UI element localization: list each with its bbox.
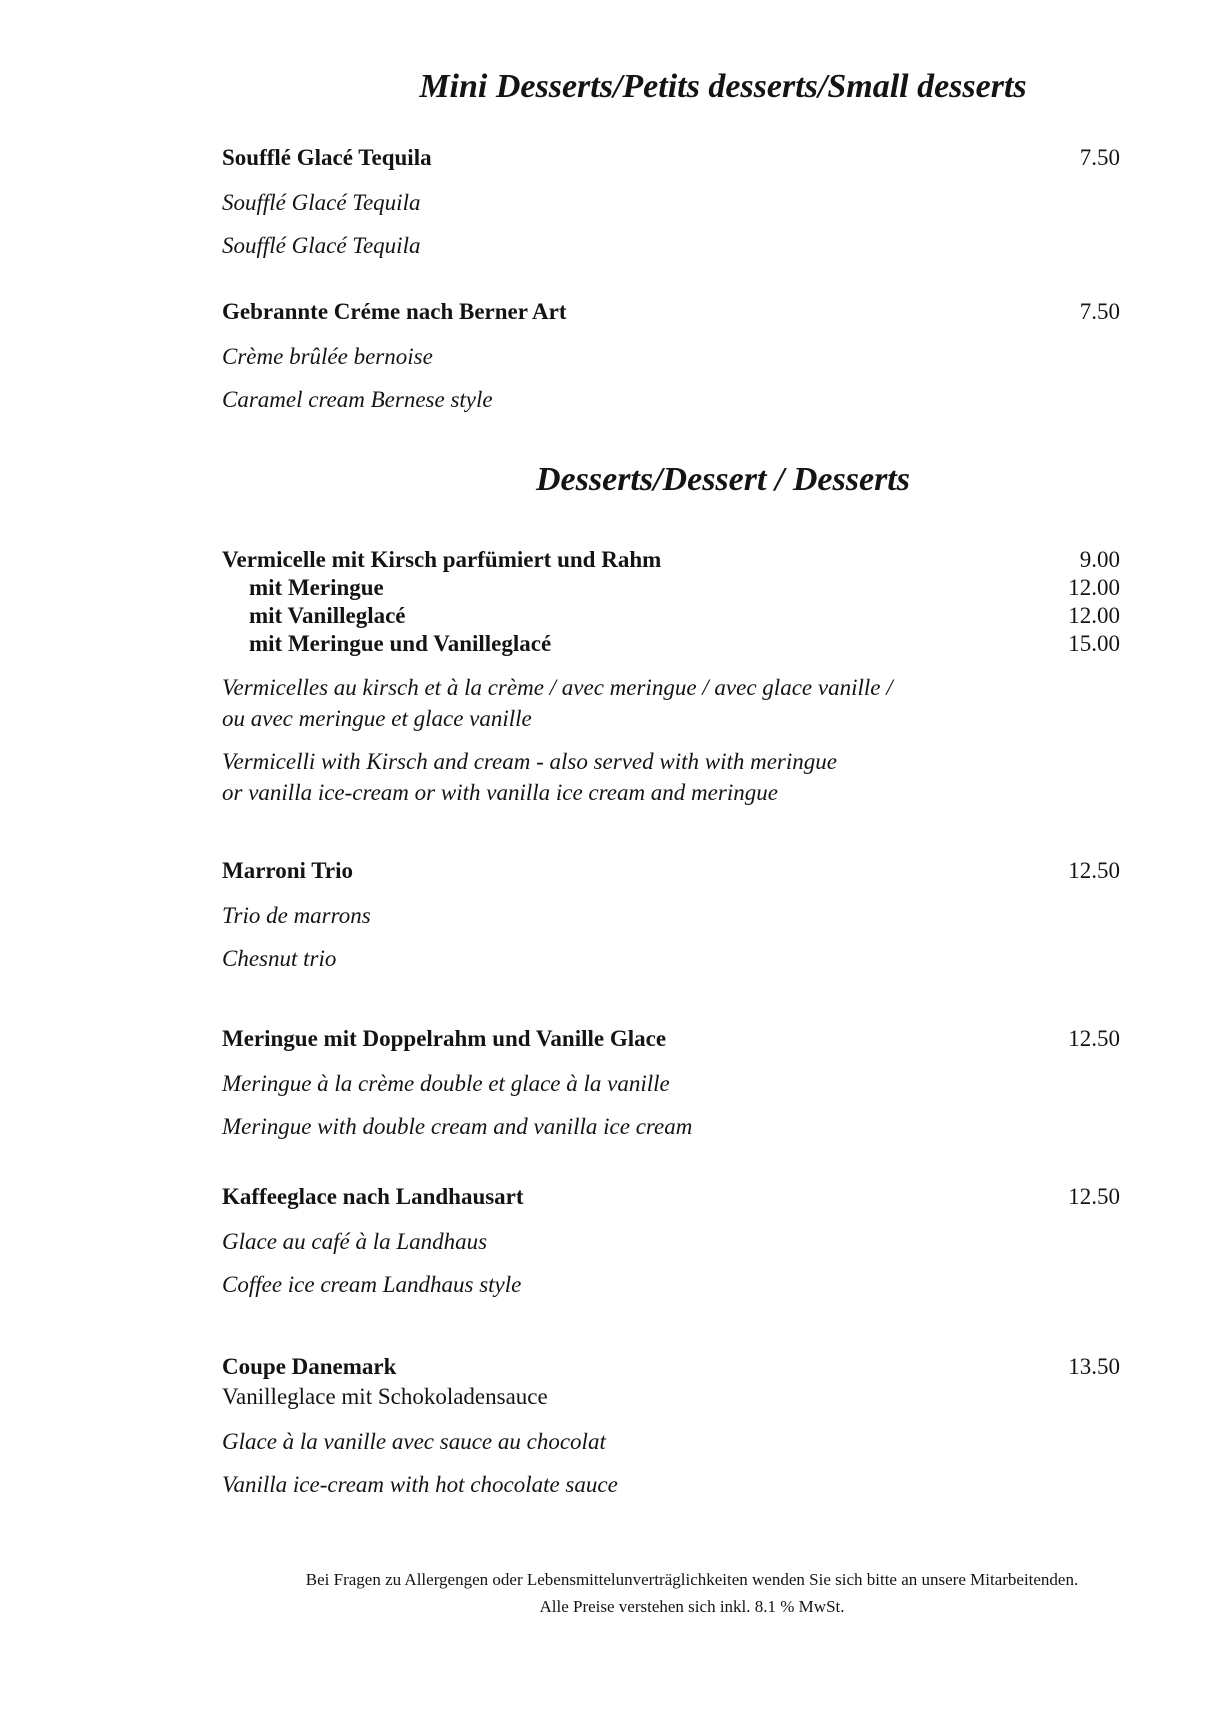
item-description-french: Vermicelles au kirsch et à la crème / avec meringue / avec glace vanille / ou avec meringue et glace vanille [222, 675, 893, 731]
item-row [222, 856, 1120, 886]
item-price: 7.50 [1079, 299, 1120, 324]
item-description-french: Glace au café à la Landhaus [222, 1229, 488, 1254]
item-row [222, 1024, 1120, 1054]
item-name: Marroni Trio [222, 858, 353, 883]
footer-vat-note: Alle Preise verstehen sich inkl. 8.1 % MwSt. [539, 1597, 845, 1616]
item-price: 9.00 [1079, 547, 1120, 572]
menu-item-kaffeeglace [222, 1182, 1120, 1300]
item-description-english: Soufflé Glacé Tequila [222, 233, 421, 258]
variant-name: mit Meringue und Vanilleglacé [249, 631, 552, 656]
item-variant-row [222, 630, 1120, 658]
item-name: Meringue mit Doppelrahm und Vanille Glace [222, 1026, 667, 1051]
item-description-french: Meringue à la crème double et glace à la vanille [222, 1071, 670, 1096]
menu-item-meringue-doppelrahm [222, 1024, 1120, 1142]
menu-item-marroni-trio [222, 856, 1120, 974]
menu-item-souffle-glace-tequila [222, 143, 1120, 261]
item-name: Vermicelle mit Kirsch parfümiert und Rahm [222, 547, 662, 572]
variant-price: 15.00 [1068, 631, 1120, 656]
item-description-french: Soufflé Glacé Tequila [222, 190, 421, 215]
item-name: Coupe Danemark [222, 1354, 397, 1379]
item-row [222, 546, 1120, 574]
item-description-english: Vanilla ice-cream with hot chocolate sauce [222, 1472, 618, 1497]
item-name: Kaffeeglace nach Landhausart [222, 1184, 524, 1209]
item-price: 12.50 [1068, 1026, 1120, 1051]
section-title-desserts: Desserts/Dessert / Desserts [536, 461, 910, 498]
item-price: 12.50 [1068, 858, 1120, 883]
item-description-french: Glace à la vanille avec sauce au chocolat [222, 1429, 606, 1454]
item-description-french: Trio de marrons [222, 903, 371, 928]
item-variant-row [222, 602, 1120, 630]
item-description-english: Chesnut trio [222, 946, 337, 971]
item-price: 7.50 [1079, 145, 1120, 170]
item-description-english: Meringue with double cream and vanilla ice cream [222, 1114, 693, 1139]
item-row [222, 143, 1120, 173]
item-row [222, 1182, 1120, 1212]
item-description-english: Vermicelli with Kirsch and cream - also served with with meringue or vanilla ice-cream or with vanilla ice cream and meringue [222, 749, 837, 805]
variant-price: 12.00 [1068, 603, 1120, 628]
footer-allergen-note: Bei Fragen zu Allergengen oder Lebensmittelunverträglichkeiten wenden Sie sich bitte an unsere Mitarbeitenden. [305, 1570, 1079, 1589]
item-row [222, 1352, 1120, 1382]
menu-item-coupe-danemark [222, 1352, 1120, 1500]
variant-name: mit Vanilleglacé [249, 603, 406, 628]
menu-item-gebrannte-creme [222, 297, 1120, 415]
item-row [222, 297, 1120, 327]
item-subtitle: Vanilleglace mit Schokoladensauce [222, 1384, 548, 1409]
item-variant-row [222, 574, 1120, 602]
item-price: 13.50 [1068, 1354, 1120, 1379]
item-price: 12.50 [1068, 1184, 1120, 1209]
footer-note [222, 1566, 1162, 1620]
item-description-english: Caramel cream Bernese style [222, 387, 493, 412]
variant-price: 12.00 [1068, 575, 1120, 600]
item-description-english: Coffee ice cream Landhaus style [222, 1272, 522, 1297]
item-name: Gebrannte Créme nach Berner Art [222, 299, 567, 324]
variant-name: mit Meringue [249, 575, 384, 600]
item-name: Soufflé Glacé Tequila [222, 145, 432, 170]
section-title-mini-desserts: Mini Desserts/Petits desserts/Small desserts [419, 68, 1027, 105]
menu-item-vermicelle [222, 546, 1120, 808]
menu-page [222, 66, 1120, 1500]
item-description-french: Crème brûlée bernoise [222, 344, 433, 369]
